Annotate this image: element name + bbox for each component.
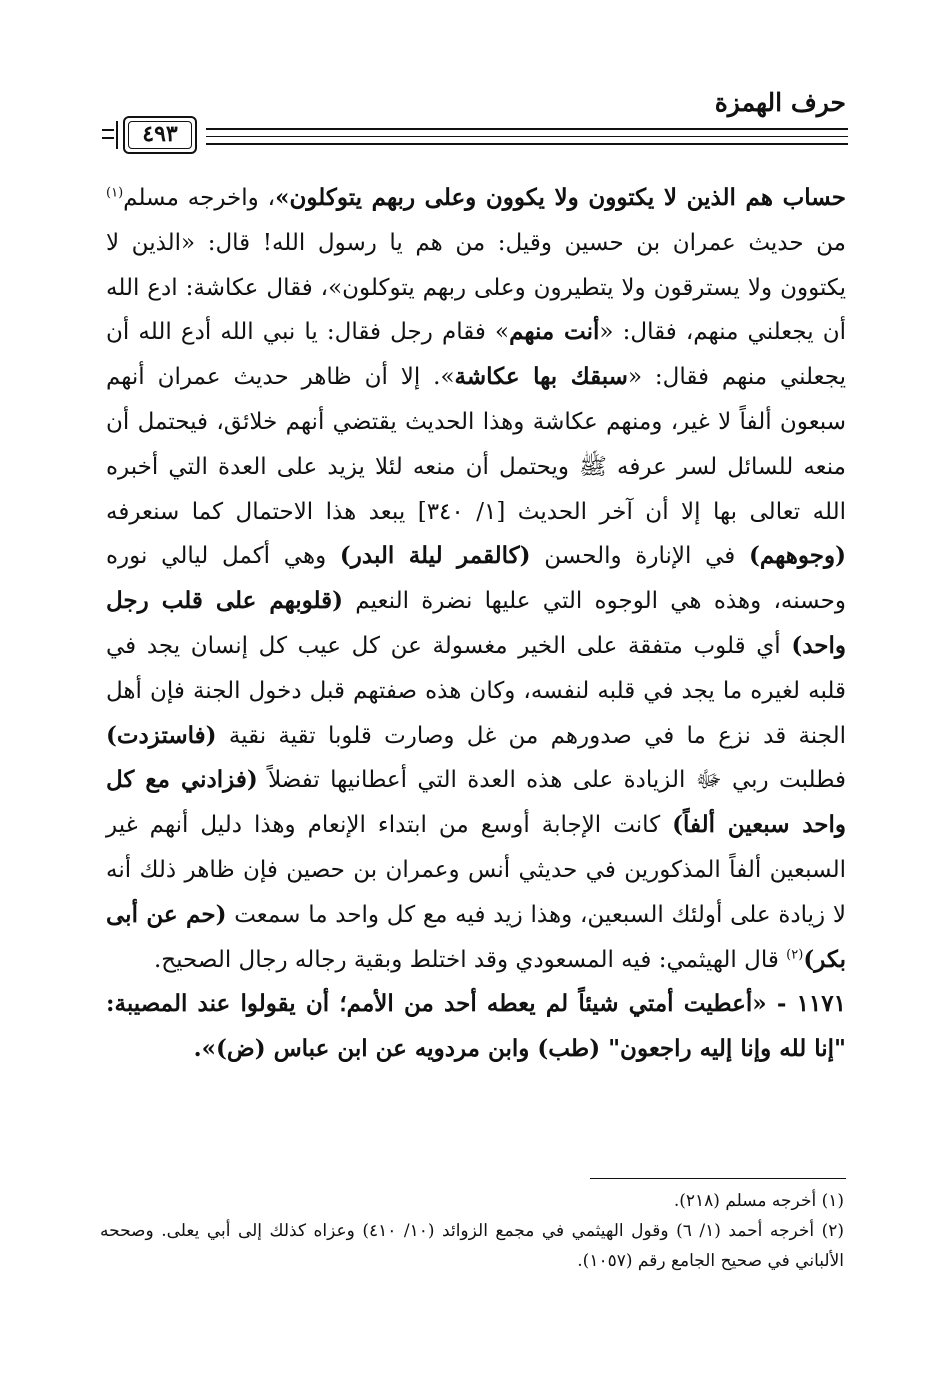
commentary-text: » فقام رجل فقال: يا نبي الله أدع الله أن يجعلني منهم فقال: « bbox=[106, 319, 847, 391]
commentary-text: ». إلا أن ظاهر حديث عمران أنهم سبعون ألفاً لا غير، ومنهم عكاشة وهذا الحديث يقتضي أنهم خلائق، فيحتمل أن منعه للسائل لسر عرفه ﷺ ويحتمل أن منعه لئلا يزيد على العدة التي أخبره الله تعالى بها إلا أن آخر الحديث [١/ ٣٤٠] يبعد هذا الاحتمال كما سنعرفه bbox=[106, 364, 847, 525]
footnote-ref[interactable]: (٢) bbox=[786, 946, 804, 962]
footnote-2: (٢) أخرجه أحمد (١/ ٦) وقول الهيثمي في مجمع الزوائد (١٠/ ٤١٠) وعزاه كذلك إلى أبي يعلى. وصححه الألباني في صحيح الجامع رقم (١٠٥٧). bbox=[100, 1221, 844, 1271]
hadith-quote: (وجوههم) bbox=[748, 542, 846, 570]
commentary-text: قال الهيثمي: فيه المسعودي وقد اختلط وبقية رجاله رجال الصحيح. bbox=[153, 946, 787, 973]
commentary-text: وهي أكمل ليالي نوره وحسنه، وهذه هي الوجوه التي عليها نضرة النعيم bbox=[106, 543, 846, 615]
header-rule bbox=[206, 143, 848, 145]
commentary-text: من حديث عمران بن حسين وقيل: من هم يا رسول الله! قال: «الذين لا يكتوون ولا يسترقون ولا يتطيرون وعلى ربهم يتوكلون»، فقال عكاشة: ادع الله أن يجعلني منهم، فقال: « bbox=[106, 229, 846, 346]
hadith-quote: (فاستزدت) bbox=[106, 721, 217, 749]
hadith-quote: (كالقمر ليلة البدر) bbox=[339, 542, 531, 570]
commentary-text: في الإنارة والحسن bbox=[530, 543, 749, 570]
hadith-quote: أنت منهم bbox=[509, 318, 600, 346]
footnote-separator bbox=[590, 1178, 846, 1179]
page-number: ٤٩٣ bbox=[142, 121, 178, 147]
running-title: حرف الهمزة bbox=[714, 88, 846, 117]
hadith-quote: سبقك بها عكاشة bbox=[454, 363, 628, 391]
footnote-1: (١) أخرجه مسلم (٢١٨). bbox=[673, 1191, 844, 1211]
commentary-text: أي قلوب متفقة على الخير مغسولة عن كل عيب كل إنسان يجد في قلبه لغيره ما يجد في قلبه لنفسه، وكان هذه صفتهم قبل دخول الجنة فإن أهل الجنة قد نزع ما في صدورهم من غل وصارت قلوبا تقية نقية bbox=[106, 632, 846, 749]
ornament-bar bbox=[116, 121, 118, 149]
hadith-source: (حم عن أبى بكر) bbox=[106, 900, 846, 973]
hadith-quote: (قلوبهم على قلب رجل واحد) bbox=[106, 587, 846, 659]
footnote-ref[interactable]: (١) bbox=[106, 185, 124, 201]
commentary-text: ، واخرجه مسلم bbox=[123, 185, 276, 211]
hadith-quote: (فزادني مع كل واحد سبعين ألفاً) bbox=[106, 766, 846, 839]
hadith-entry-1171: ١١٧١ - «أعطيت أمتي شيئاً لم يعطه أحد من الأمم؛ أن يقولوا عند المصيبة: "إنا لله وإنا إليه راجعون" (طب) وابن مردويه عن ابن عباس (ض)». bbox=[106, 990, 846, 1063]
commentary-paragraph bbox=[106, 176, 846, 982]
header-rule bbox=[206, 128, 848, 130]
commentary-text: فطلبت ربي ﷻ الزيادة على هذه العدة التي أعطانيها تفضلاً bbox=[257, 767, 846, 794]
footnotes bbox=[100, 1186, 844, 1276]
main-text bbox=[106, 176, 846, 1072]
hadith-quote: حساب هم الذين لا يكتوون ولا يكوون وعلى ربهم يتوكلون» bbox=[275, 184, 846, 211]
page-number-frame bbox=[123, 116, 197, 154]
header-rule bbox=[206, 136, 848, 137]
commentary-text: كانت الإجابة أوسع من ابتداء الإنعام وهذا دليل أنهم غير السبعين ألفاً المذكورين في حديثي أنس وعمران بن حصين فإن ظاهر ذلك أنه لا زيادة على أولئك السبعين، وهذا زيد فيه مع كل واحد ما سمعت bbox=[106, 812, 846, 928]
